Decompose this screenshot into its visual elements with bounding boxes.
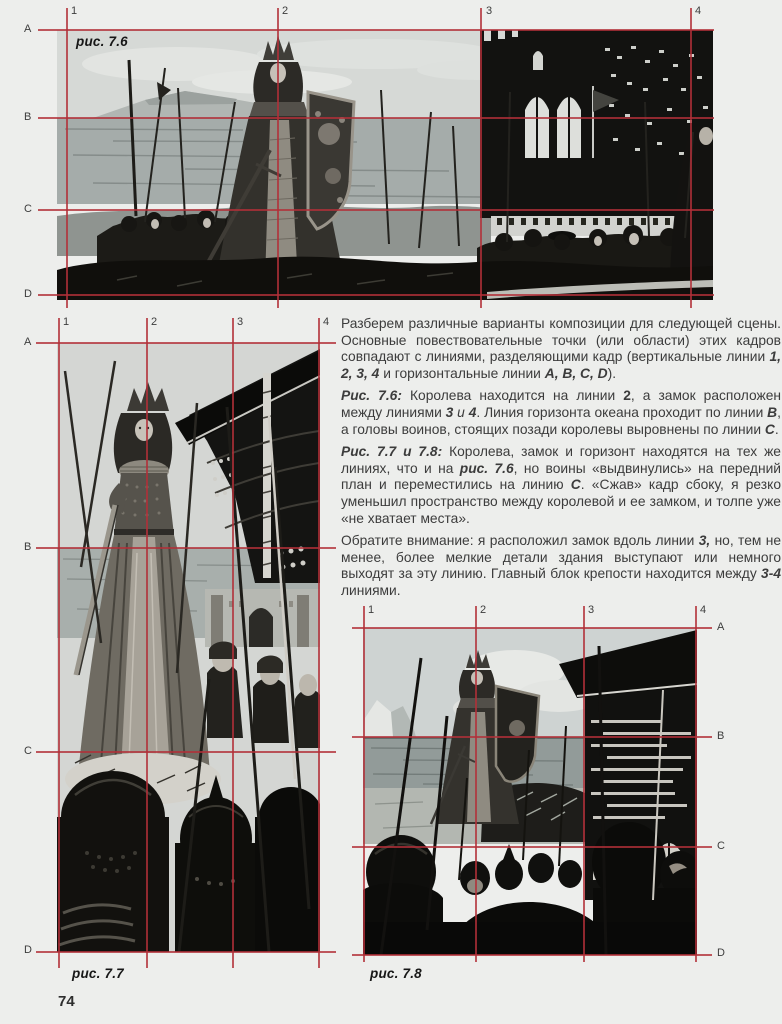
paragraph [341, 388, 781, 438]
fig78-col-label-4: 4 [700, 604, 707, 616]
fig78-col-label-1: 1 [368, 604, 375, 616]
fig77-grid-vline-2 [146, 318, 148, 968]
text-run: , но воины «выдвинулись» на передний план и переместились на линию [341, 460, 781, 493]
fig77-artwork [57, 343, 320, 952]
text-run: Рис. 7.7 и 7.8: [341, 444, 443, 460]
fig76-grid-vline-3 [480, 8, 482, 308]
fig77-row-label-a: A [24, 336, 32, 348]
fig76-illustration [57, 30, 713, 300]
text-run: Королева, замок и горизонт находятся на тех же линиях, что и на [341, 444, 781, 476]
text-run: . [774, 421, 779, 437]
fig76-grid-hline-c [38, 209, 714, 211]
fig78-grid-vline-3 [583, 606, 585, 962]
fig78-artwork [363, 628, 697, 955]
page-number: 74 [58, 993, 75, 1010]
fig76-row-label-a: A [24, 23, 32, 35]
fig76-grid-vline-2 [277, 8, 279, 308]
text-run: 3, [698, 533, 711, 549]
fig78-illustration [363, 628, 697, 955]
text-run: B [767, 404, 778, 420]
text-run: ). [607, 365, 617, 381]
text-run: но, тем не менее, более мелкие детали здания выступают или немного выходят за эту линию. Главный блок крепости находится между [341, 533, 781, 582]
fig78-grid-hline-a [352, 627, 712, 629]
fig76-caption: рис. 7.6 [76, 34, 128, 49]
text-run: Обратите внимание: я расположил замок вдоль линии [341, 533, 699, 549]
fig78-row-label-a: A [717, 621, 725, 633]
fig77-grid-hline-b [36, 547, 336, 549]
text-run: Королева находится на линии [401, 388, 624, 404]
fig77-row-label-c: C [24, 745, 32, 757]
fig77-col-label-3: 3 [237, 316, 244, 328]
fig77-grid-hline-a [36, 342, 336, 344]
text-run: 3-4 [761, 566, 781, 582]
text-run: , а замок расположен между линиями [341, 388, 782, 420]
text-run: 2 [623, 388, 631, 404]
text-run: линиями. [341, 582, 401, 598]
text-run: 3 [445, 404, 454, 420]
fig76-artwork [57, 30, 713, 300]
fig77-grid-vline-1 [58, 318, 60, 968]
fig76-row-label-c: C [24, 203, 32, 215]
fig78-row-label-d: D [717, 947, 725, 959]
fig77-grid-vline-4 [318, 318, 320, 968]
fig76-col-label-1: 1 [71, 5, 78, 17]
fig77-grid-hline-d [36, 951, 336, 953]
fig77-caption: рис. 7.7 [72, 966, 124, 981]
fig77-illustration [57, 343, 320, 952]
fig78-grid-hline-b [352, 736, 712, 738]
fig76-grid-hline-d [38, 294, 714, 296]
paragraph [341, 316, 781, 382]
fig77-grid-vline-3 [232, 318, 234, 968]
fig76-grid-hline-a [38, 29, 714, 31]
fig78-grid-hline-c [352, 846, 712, 848]
paragraph [341, 444, 781, 527]
fig77-col-label-4: 4 [323, 316, 330, 328]
fig78-row-label-b: B [717, 730, 725, 742]
text-run: рис. 7.6 [459, 460, 514, 476]
fig78-caption: рис. 7.8 [370, 966, 422, 981]
fig78-grid-vline-4 [695, 606, 697, 962]
text-run: Рис. 7.6: [341, 388, 402, 404]
text-run: , а головы воинов, стоящих позади королевы выровнены по линии [341, 404, 781, 437]
fig76-col-label-4: 4 [695, 5, 702, 17]
fig76-col-label-3: 3 [486, 5, 493, 17]
fig78-grid-vline-2 [475, 606, 477, 962]
fig78-row-label-c: C [717, 840, 725, 852]
fig78-grid-hline-d [352, 954, 712, 956]
text-run: 4 [468, 404, 477, 420]
text-run: 1, 2, 3, 4 [341, 349, 781, 381]
fig77-row-label-d: D [24, 944, 32, 956]
fig78-col-label-3: 3 [588, 604, 595, 616]
text-run: . «Сжав» кадр сбоку, я резко уменьшил пространство между королевой и ее замком, и толпе уже «не хватает места». [341, 477, 781, 526]
fig76-row-label-b: B [24, 111, 32, 123]
fig78-grid-vline-1 [363, 606, 365, 962]
fig77-row-label-b: B [24, 541, 32, 553]
text-run: Разберем различные варианты композиции для следующей сцены. Основные повествовательные точки (или области) этих кадров совпадают с линиями, разделяющими кадр (вертикальные линии [341, 316, 781, 365]
fig77-grid-hline-c [36, 751, 336, 753]
text-block [341, 316, 781, 606]
paragraph [341, 533, 781, 599]
text-run: и [453, 404, 469, 420]
fig76-row-label-d: D [24, 288, 32, 300]
fig78-col-label-2: 2 [480, 604, 487, 616]
fig76-grid-vline-4 [690, 8, 692, 308]
fig77-col-label-1: 1 [63, 316, 70, 328]
text-run: A, B, C, D [544, 365, 608, 381]
fig76-col-label-2: 2 [282, 5, 289, 17]
fig77-col-label-2: 2 [151, 316, 158, 328]
text-run: . Линия горизонта океана проходит по линии [476, 404, 768, 420]
fig76-grid-vline-1 [66, 8, 68, 308]
text-run: C [764, 421, 775, 437]
text-run: и горизонтальные линии [379, 365, 545, 381]
fig76-grid-hline-b [38, 117, 714, 119]
text-run: C [570, 477, 581, 493]
